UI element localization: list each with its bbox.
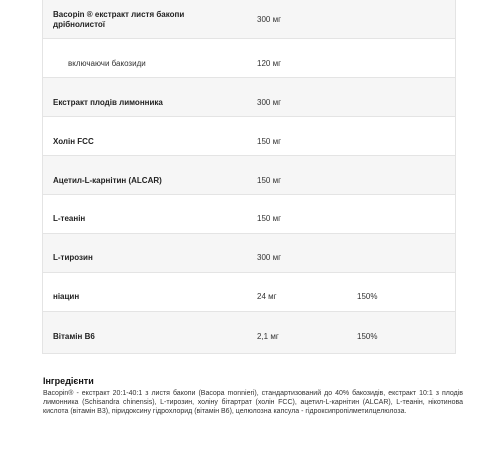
ingredient-name: включаючи бакозиди (68, 59, 146, 68)
ingredient-name: ніацин (53, 292, 80, 301)
ingredient-name: Ацетил-L-карнітин (ALCAR) (53, 176, 162, 185)
ingredient-name: Холін FCC (53, 137, 94, 146)
ingredient-amount: 300 мг (257, 15, 281, 24)
table-row (43, 195, 455, 234)
ingredient-amount: 120 мг (257, 59, 281, 68)
table-row (43, 156, 455, 195)
ingredient-name: Вітамін B6 (53, 332, 95, 341)
daily-value: 150% (357, 332, 378, 341)
ingredient-amount: 300 мг (257, 253, 281, 262)
ingredient-name: L-тирозин (53, 253, 93, 262)
ingredient-amount: 24 мг (257, 292, 277, 301)
table-row (43, 273, 455, 312)
table-row (43, 234, 455, 273)
supplement-facts-table (42, 0, 456, 354)
ingredient-name: Екстракт плодів лимонника (53, 98, 163, 107)
ingredient-amount: 2,1 мг (257, 332, 279, 341)
ingredients-section (43, 376, 463, 416)
ingredient-amount: 150 мг (257, 214, 281, 223)
table-row (43, 312, 455, 353)
table-row (43, 78, 455, 117)
ingredient-amount: 300 мг (257, 98, 281, 107)
ingredients-title: Інгредієнти (43, 376, 94, 386)
ingredient-name: Bacopin ® екстракт листя бакопи дрібнолистої (53, 10, 185, 29)
table-row (43, 0, 455, 39)
ingredient-name: L-теанін (53, 214, 86, 223)
ingredient-amount: 150 мг (257, 137, 281, 146)
daily-value: 150% (357, 292, 378, 301)
ingredients-text: Bacopin® - екстракт 20:1-40:1 з листя бакопи (Bacopa monnieri), стандартизований до 40% бакозидів, екстракт 10:1 з плодів лимонника (Schisandra chinensis), L-тирозин, холіну бітартрат (холін FCC), ацетил-L-карнітин (ALCAR), L-теанін, нікотинова кислота (вітамін B3), піридоксину гідрохлорид (вітамін B6), целюлозна капсула - гідроксипропілметилцелюлоза. (43, 390, 463, 415)
table-row (43, 39, 455, 78)
ingredient-amount: 150 мг (257, 176, 281, 185)
table-row (43, 117, 455, 156)
